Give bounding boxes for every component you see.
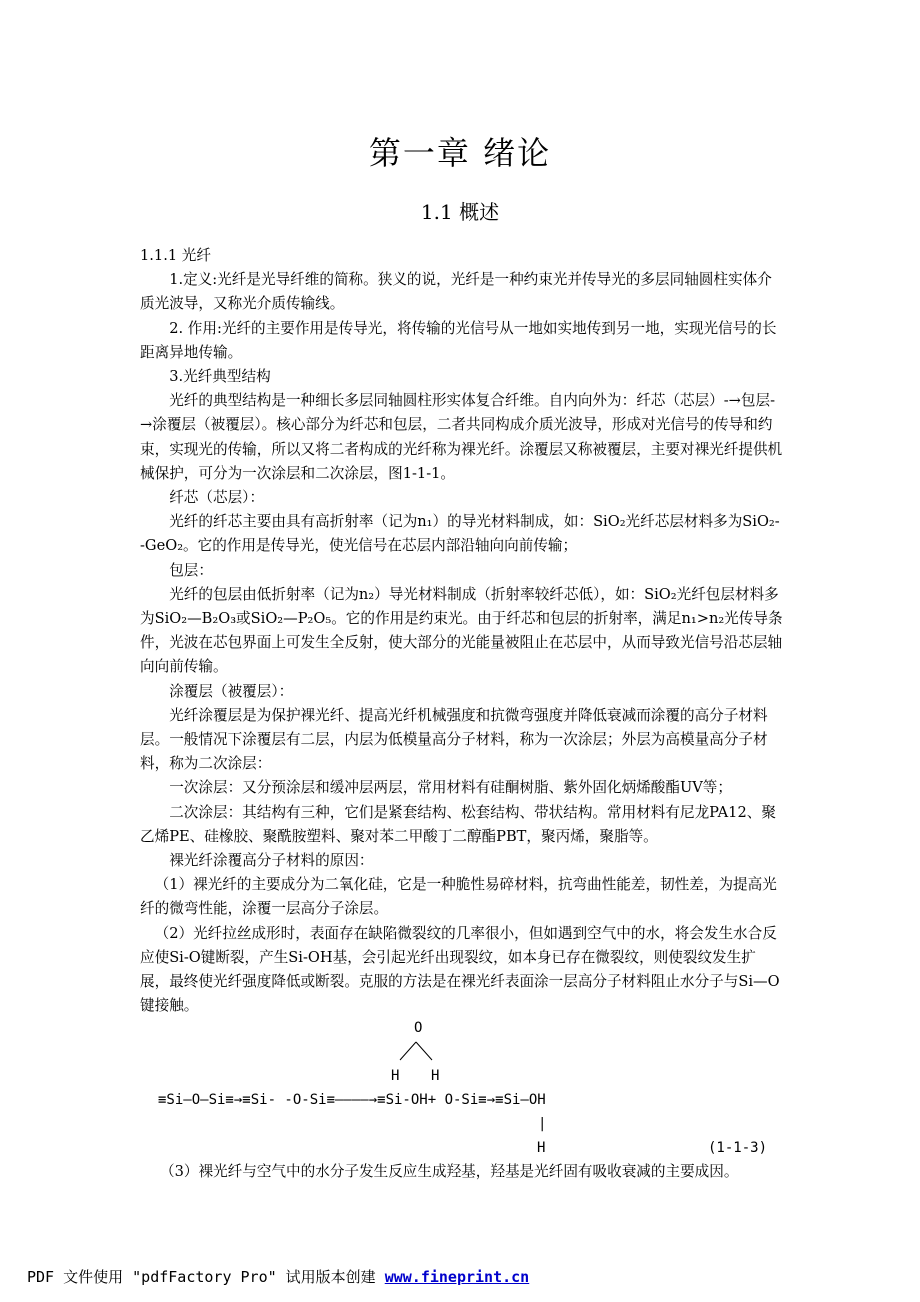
paragraph: 光纤的纤芯主要由具有高折射率（记为n₁）的导光材料制成，如：SiO₂光纤芯层材料多为SiO₂--GeO₂。它的作用是传导光，使光信号在芯层内部沿轴向向前传输； <box>140 513 780 555</box>
water-oxygen: O <box>414 1020 423 1036</box>
paragraph: 2. 作用:光纤的主要作用是传导光，将传输的光信号从一地如实地传到另一地，实现光信号的长距离异地传输。 <box>140 319 777 361</box>
paragraph: 纤芯（芯层）： <box>169 489 265 507</box>
water-bond-lines <box>398 1040 434 1062</box>
paragraph: 光纤涂覆层是为保护裸光纤、提高光纤机械强度和抗微弯强度并降低衰减而涂覆的高分子材料层。一般情况下涂覆层有二层，内层为低模量高分子材料，称为一次涂层；外层为高模量高分子材料，称为二次涂层： <box>140 706 768 773</box>
reaction-equation: ≡Si—O—Si≡→≡Si- -O-Si≡————→≡Si-OH+ O-Si≡→≡Si—OH <box>158 1092 546 1108</box>
paragraph: 光纤的典型结构是一种细长多层同轴圆柱形实体复合纤维。自内向外为：纤芯（芯层）-→包层-→涂覆层（被覆层）。核心部分为纤芯和包层，二者共同构成介质光波导，形成对光信号的传导和约束，实现光的传输，所以又将二者构成的光纤称为裸光纤。涂覆层又称被覆层，主要对裸光纤提供机械保护，可分为一次涂层和二次涂层，图1-1-1。 <box>140 392 783 482</box>
paragraph: （1）裸光纤的主要成分为二氧化硅，它是一种脆性易碎材料，抗弯曲性能差，韧性差，为提高光纤的微弯性能，涂覆一层高分子涂层。 <box>140 876 777 918</box>
paragraph: 1.定义:光纤是光导纤维的简称。狭义的说，光纤是一种约束光并传导光的多层同轴圆柱实体介质光波导，又称光介质传输线。 <box>140 271 772 313</box>
paragraph: 一次涂层：又分预涂层和缓冲层两层，常用材料有硅酮树脂、紫外固化炳烯酸酯UV等； <box>169 779 732 797</box>
water-hydrogen-right: H <box>431 1068 440 1084</box>
section-title: 1.1 概述 <box>420 200 500 224</box>
subsection-heading: 1.1.1 光纤 <box>140 247 211 264</box>
footer-link[interactable]: www.fineprint.cn <box>384 1268 530 1286</box>
final-paragraph: （3）裸光纤与空气中的水分子发生反应生成羟基，羟基是光纤固有吸收衰减的主要成因。 <box>160 1163 739 1180</box>
paragraph: 涂覆层（被覆层）： <box>169 682 294 700</box>
water-hydrogen-left: H <box>391 1068 400 1084</box>
paragraph: 3.光纤典型结构 <box>169 368 271 386</box>
chapter-title: 第一章 绪论 <box>368 134 552 172</box>
paragraph: （2）光纤拉丝成形时，表面存在缺陷微裂纹的几率很小，但如遇到空气中的水，将会发生水合反应使Si-O键断裂，产生Si-OH基，会引起光纤出现裂纹，如本身已存在微裂纹，则使裂纹发生扩展，最终使光纤强度降低或断裂。克服的方法是在裸光纤表面涂一层高分子材料阻止水分子与Si—O键接触。 <box>140 924 780 1015</box>
paragraph: 裸光纤涂覆高分子材料的原因： <box>169 852 374 870</box>
equation-number: (1-1-3) <box>708 1140 768 1156</box>
paragraph: 光纤的包层由低折射率（记为n₂）导光材料制成（折射率较纤芯低），如：SiO₂光纤包层材料多为SiO₂—B₂O₃或SiO₂—P₂O₅。它的作用是约束光。由于纤芯和包层的折射率，满足n₁>n₂光传导条件，光波在芯包界面上可发生全反射，使大部分的光能量被阻止在芯层中，从而导致光信号沿芯层轴向向前传输。 <box>140 585 783 676</box>
paragraph: 二次涂层：其结构有三种，它们是紧套结构、松套结构、带状结构。常用材料有尼龙PA12、聚乙烯PE、硅橡胶、聚酰胺塑料、聚对苯二甲酸丁二醇酯PBT，聚丙烯，聚脂等。 <box>140 803 776 845</box>
bond-mark: | <box>538 1116 547 1132</box>
paragraph: 包层： <box>169 561 213 579</box>
hydrogen-below: H <box>537 1140 546 1156</box>
body-text <box>140 244 784 1019</box>
footer-text: PDF 文件使用 "pdfFactory Pro" 试用版本创建 <box>27 1268 385 1286</box>
footer <box>27 1266 529 1287</box>
